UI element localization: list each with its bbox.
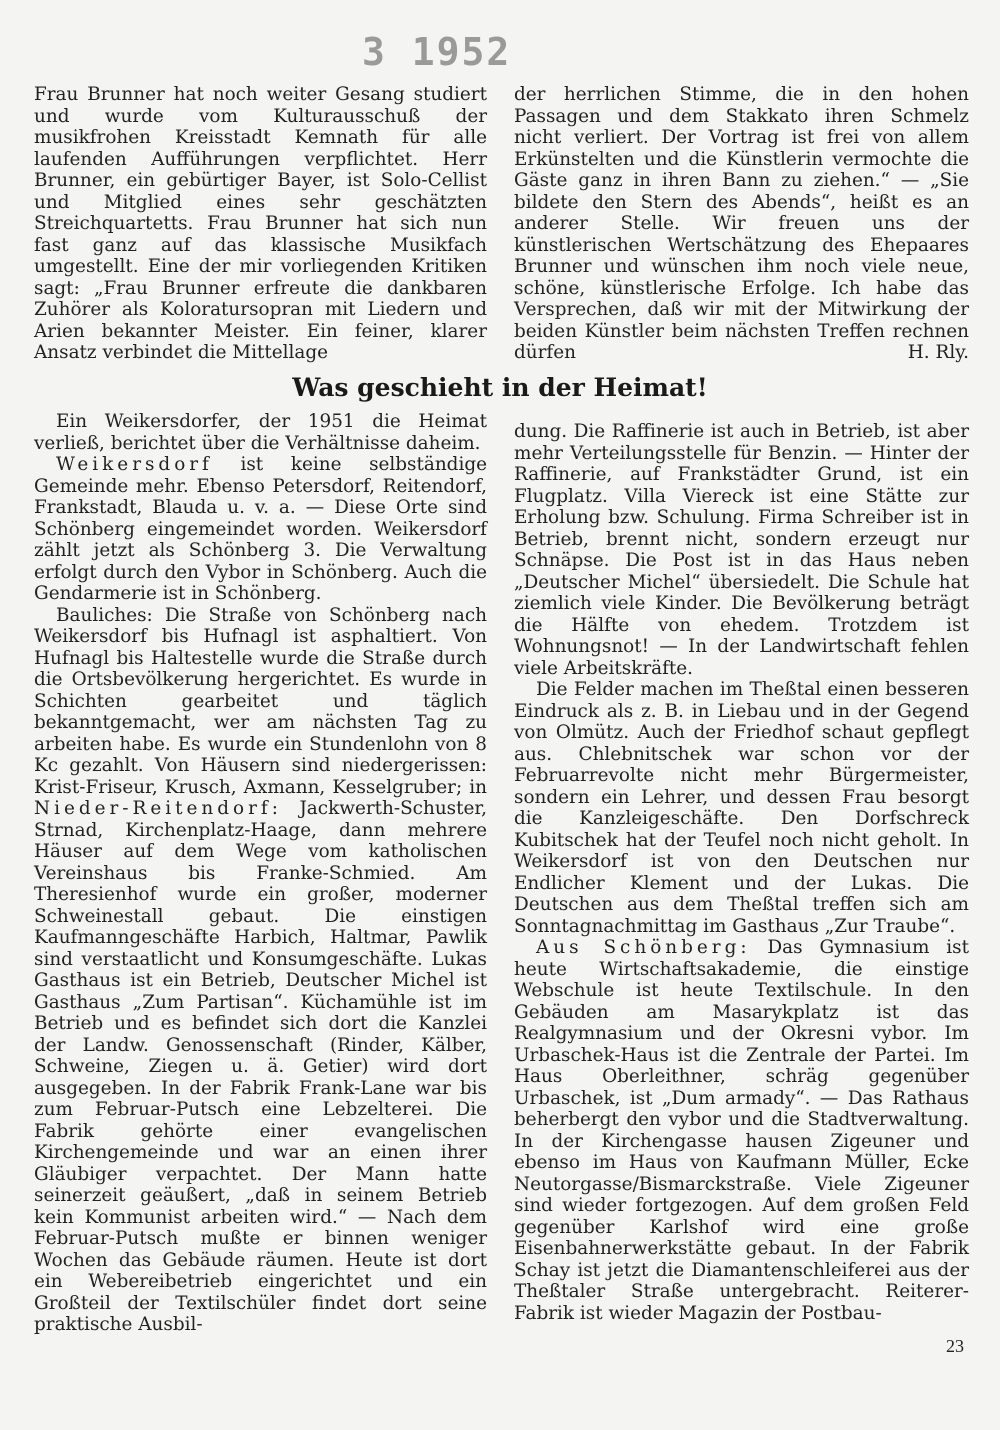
top-right-column xyxy=(514,84,969,364)
paragraph: Frau Brunner hat noch weiter Gesang studiert und wurde vom Kulturausschuß der musikfrohen Kreisstadt Kemnath für alle laufenden Aufführungen verpflichtet. Herr Brunner, ein gebürtiger Bayer, ist Solo-Cellist und Mitglied eines sehr geschätzten Streichquartetts. Frau Brunner hat sich nun fast ganz auf das klassische Musikfach umgestellt. Eine der mir vorliegenden Kritiken sagt: „Frau Brunner erfreute die dankbaren Zuhörer als Koloratursopran mit Liedern und Arien bekannter Meister. Ein feiner, klarer Ansatz verbindet die Mittellage xyxy=(34,84,487,363)
bottom-left-column xyxy=(34,411,487,1336)
paragraph: dung. Die Raffinerie ist auch in Betrieb, ist aber mehr Verteilungsstelle für Benzin. — Hinter der Raffinerie, auf Frankstädter Grund, ist ein Flugplatz. Villa Viereck ist eine Stätte zur Erholung bzw. Schulung. Firma Schreiber ist in Betrieb, brennt nicht, sondern erzeugt nur Schnäpse. Die Post ist in das Haus neben „Deutscher Michel“ übersiedelt. Die Schule hat ziemlich viele Kinder. Die Bevölkerung beträgt die Hälfte von ehedem. Trotzdem ist Wohnungsnot! — In der Landwirtschaft fehlen viele Arbeitskräfte. xyxy=(514,421,969,679)
paragraph: Die Felder machen im Theßtal einen besseren Eindruck als z. B. in Liebau und in der Gegend von Olmütz. Auch der Friedhof schaut gepflegt aus. Chlebnitschek war schon vor der Februarrevolte nicht mehr Bürgermeister, sondern ein Lehrer, und dessen Frau besorgt die Kanzleigeschäfte. Den Dorfschreck Kubitschek hat der Teufel noch nicht geholt. In Weikersdorf ist von den Deutschen nur Endlicher Klement und der Lukas. Die Deutschen aus dem Theßtal treffen sich am Sonntagnachmittag im Gasthaus „Zur Traube“. xyxy=(514,679,969,937)
page-number: 23 xyxy=(946,1336,964,1356)
paragraph xyxy=(514,937,969,1324)
spaced-lead: Weikersdorf xyxy=(56,454,213,475)
date-stamp: 3 1952 xyxy=(362,30,512,74)
paragraph xyxy=(34,605,487,1336)
intro-paragraph: Ein Weikersdorfer, der 1951 die Heimat verließ, berichtet über die Verhältnisse daheim. xyxy=(34,411,487,454)
paragraph-text: Jackwerth-Schuster, Strnad, Kirchenplatz-Haage, dann mehrere Häuser auf dem Wege vom katholischen Vereinshaus bis Franke-Schmied. Am Theresienhof wurde ein großer, moderner Schweinestall gebaut. Die einstigen Kaufmanngeschäfte Harbich, Haltmar, Pawlik sind verstaatlicht und Konsumgeschäfte. Lukas Gasthaus ist ein Betrieb, Deutscher Michel ist Gasthaus „Zum Partisan“. Küchamühle ist im Betrieb und es befindet sich dort die Kanzlei der Landw. Genossenschaft (Rinder, Kälber, Schweine, Ziegen u. ä. Getier) wird dort ausgegeben. In der Fabrik Frank-Lane war bis zum Februar-Putsch eine Lebzelterei. Die Fabrik gehörte einer evangelischen Kirchengemeinde und war an einen ihrer Gläubiger verpachtet. Der Mann hatte seinerzeit geäußert, „daß in seinem Betrieb kein Kommunist arbeiten wird.“ — Nach dem Februar-Putsch mußte er binnen weniger Wochen das Gebäude räumen. Heute ist dort ein Webereibetrieb eingerichtet und ein Großteil der Textilschüler findet dort seine praktische Ausbil- xyxy=(34,798,487,1335)
spaced-lead: Aus Schönberg: xyxy=(536,937,751,958)
paragraph-text: Das Gymnasium ist heute Wirtschaftsakademie, die einstige Webschule ist heute Textilschule. In den Gebäuden am Masarykplatz ist das Realgymnasium und der Okresni vybor. Im Urbaschek-Haus ist die Zentrale der Partei. Im Haus Oberleithner, schräg gegenüber Urbaschek, ist „Dum armady“. — Das Rathaus beherbergt den vybor und die Stadtverwaltung. In der Kirchengasse hausen Zigeuner und ebenso im Haus von Kaufmann Müller, Ecke Neutorgasse/Bismarckstraße. Viele Zigeuner sind wieder fortgezogen. Auf dem großen Feld gegenüber Karlshof wird eine große Eisenbahnerwerkstätte gebaut. In der Fabrik Schay ist jetzt die Diamantenschleiferei aus der Theßtaler Straße untergebracht. Reiterer-Fabrik ist wieder Magazin der Postbau- xyxy=(514,937,969,1324)
spaced-place-name: Nieder-Reitendorf: xyxy=(34,798,282,819)
paragraph-text: Bauliches: Die Straße von Schönberg nach Weikersdorf bis Hufnagl ist asphaltiert. Von Hufnagl bis Haltestelle wurde die Straße durch die Ortsbevölkerung hergerichtet. Es wurde in Schichten gearbeitet und täglich bekanntgemacht, wer am nächsten Tag zu arbeiten habe. Es wurde ein Stundenlohn von 8 Kc gezahlt. Von Häusern sind niedergerissen: Krist-Friseur, Krusch, Axmann, Kesselgruber; in xyxy=(34,604,487,798)
bottom-right-column xyxy=(514,421,969,1324)
author-signature: H. Rly. xyxy=(907,342,969,363)
paragraph-text: ist keine selbständige Gemeinde mehr. Ebenso Petersdorf, Reitendorf, Frankstadt, Blauda u. v. a. — Diese Orte sind Schönberg eingemeindet worden. Weikersdorf zählt jetzt als Schönberg 3. Die Verwaltung erfolgt durch den Vybor in Schönberg. Auch die Gendarmerie ist in Schönberg. xyxy=(34,454,487,604)
paragraph xyxy=(514,84,969,364)
paragraph xyxy=(34,454,487,605)
paragraph-text: der herrlichen Stimme, die in den hohen Passagen und dem Stakkato ihren Schmelz nicht verliert. Der Vortrag ist frei von allem Erkünstelten und die Künstlerin vermochte die Gäste ganz in ihren Bann zu ziehen.“ — „Sie bildete den Stern des Abends“, heißt es an anderer Stelle. Wir freuen uns der künstlerischen Wertschätzung des Ehepaares Brunner und wünschen ihm noch viele neue, schöne, künstlerische Erfolge. Ich habe das Versprechen, daß wir mit der Mitwirkung der beiden Künstler beim nächsten Treffen rechnen dürfen xyxy=(514,84,969,363)
article-headline: Was geschieht in der Heimat! xyxy=(292,373,708,402)
top-left-column xyxy=(34,84,487,364)
